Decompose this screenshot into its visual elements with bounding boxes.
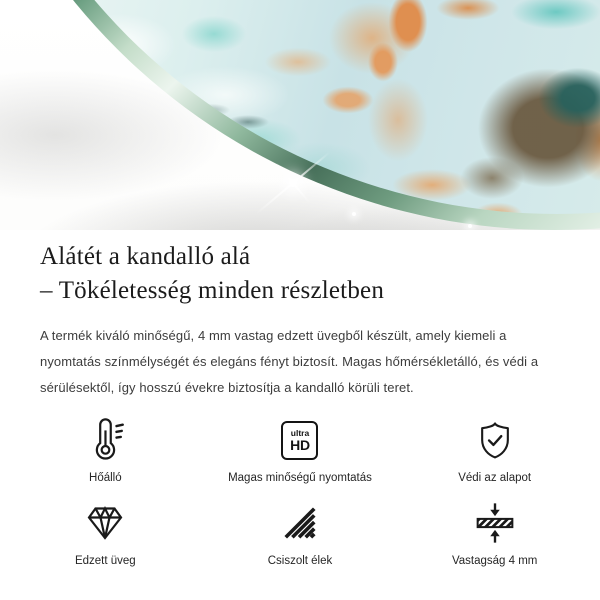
feature-print-quality xyxy=(203,416,398,486)
feature-label: Edzett üveg xyxy=(74,555,136,567)
marble-art xyxy=(0,0,600,230)
uhd-badge-bottom: HD xyxy=(290,436,310,453)
feature-heat-resistant xyxy=(8,416,203,486)
feature-label: Hőálló xyxy=(89,472,122,484)
feature-thickness xyxy=(397,499,592,569)
feature-polished-edges xyxy=(203,499,398,569)
page-title-line2: – Tökéletesség minden részletben xyxy=(40,277,385,304)
sparkle-dot xyxy=(468,224,472,228)
feature-label: Vastagság 4 mm xyxy=(451,555,538,567)
product-description: A termék kiváló minőségű, 4 mm vastag edzett üvegből készült, amely kiemeli a nyomtatás színmélységét és elegáns fényt biztosít. Magas hőmérsékletálló, és védi a sérülésektől, így hosszú évekre biztosítja a kandalló körüli teret. xyxy=(40,328,539,395)
feature-label: Védi az alapot xyxy=(458,472,532,484)
content-section xyxy=(0,240,600,401)
thickness-icon xyxy=(473,499,517,547)
product-photo xyxy=(0,0,600,230)
polished-edges-icon xyxy=(281,499,319,547)
feature-tempered-glass xyxy=(8,499,203,569)
thermometer-icon xyxy=(82,416,128,464)
sparkle-dot xyxy=(352,212,356,216)
shield-check-icon xyxy=(473,416,517,464)
diamond-icon xyxy=(83,499,127,547)
feature-label: Csiszolt élek xyxy=(267,555,333,567)
uhd-badge-top: ultra xyxy=(290,427,310,438)
page-title xyxy=(40,240,560,308)
feature-label: Magas minőségű nyomtatás xyxy=(228,472,372,484)
ultra-hd-icon xyxy=(281,416,318,464)
feature-protects-base xyxy=(397,416,592,486)
feature-grid xyxy=(0,416,600,569)
page-title-line1: Alátét a kandalló alá xyxy=(40,243,251,270)
